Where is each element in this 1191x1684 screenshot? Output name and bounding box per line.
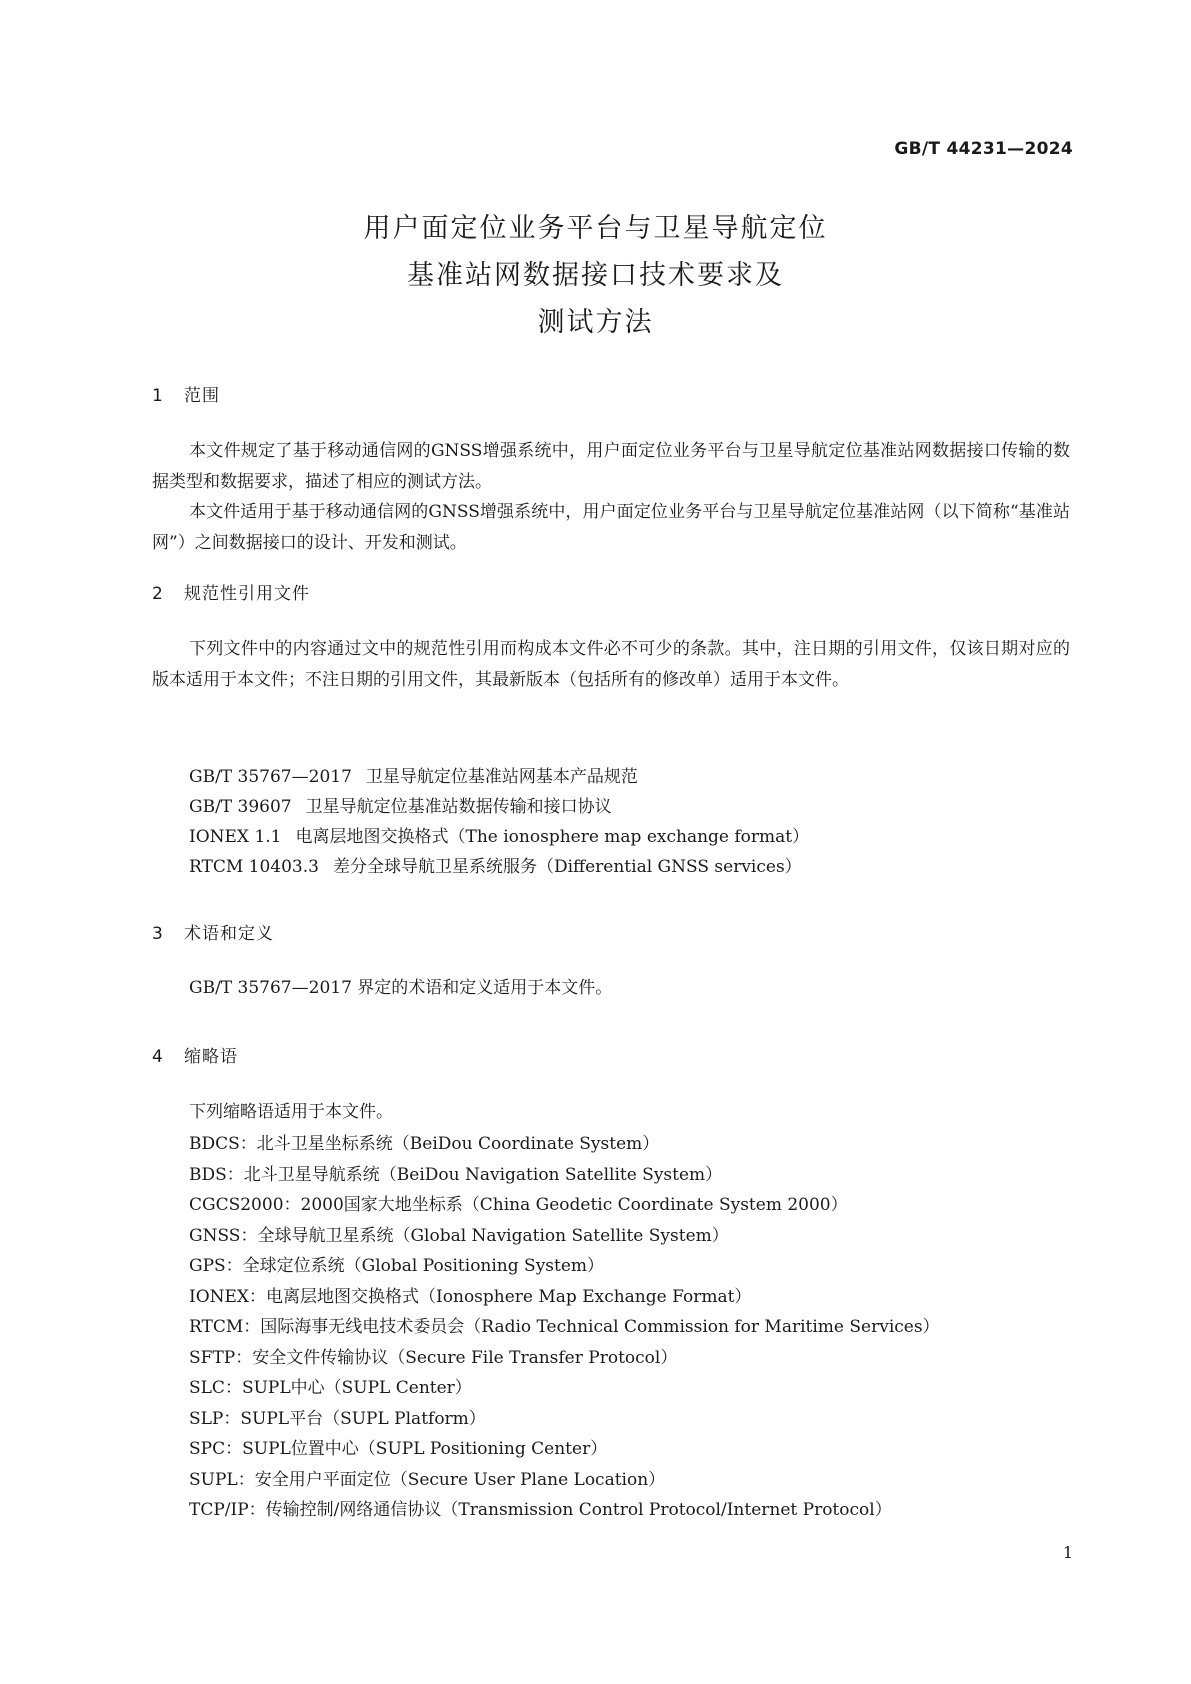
section-title: 术语和定义: [184, 924, 274, 944]
section-number: 4: [152, 1047, 164, 1067]
section-title: 范围: [184, 386, 220, 406]
reference-item: [189, 852, 809, 882]
reference-list: [189, 762, 809, 882]
section-heading-abbreviations: [152, 1042, 238, 1067]
reference-code: RTCM 10403.3: [189, 857, 319, 877]
abbreviation-item: SFTP：安全文件传输协议（Secure File Transfer Protocol）: [189, 1347, 678, 1368]
abbreviation-item: SLC：SUPL中心（SUPL Center）: [189, 1378, 472, 1398]
reference-code: GB/T 35767—2017: [189, 767, 352, 787]
document-title: [0, 205, 1191, 346]
reference-title: 卫星导航定位基准站数据传输和接口协议: [305, 797, 612, 817]
reference-title: 卫星导航定位基准站网基本产品规范: [365, 767, 638, 787]
title-line: 用户面定位业务平台与卫星导航定位: [363, 213, 828, 244]
section-heading-terms-definitions: [152, 919, 274, 944]
abbreviation-item: GPS：全球定位系统（Global Positioning System）: [189, 1256, 605, 1276]
abbreviation-item: CGCS2000：2000国家大地坐标系（China Geodetic Coordinate System 2000）: [189, 1195, 848, 1215]
reference-code: IONEX 1.1: [189, 827, 282, 847]
section-heading-normative-references: [152, 579, 310, 604]
section-number: 3: [152, 924, 164, 944]
title-line: 测试方法: [537, 307, 654, 338]
section-number: 1: [152, 386, 164, 406]
abbreviations-intro: 下列缩略语适用于本文件。: [189, 1102, 393, 1122]
title-line: 基准站网数据接口技术要求及: [407, 260, 784, 291]
abbreviation-item: SPC：SUPL位置中心（SUPL Positioning Center）: [189, 1439, 608, 1459]
abbreviation-item: TCP/IP：传输控制/网络通信协议（Transmission Control Protocol/Internet Protocol）: [189, 1500, 892, 1520]
abbreviation-item: RTCM：国际海事无线电技术委员会（Radio Technical Commission for Maritime Services）: [189, 1317, 940, 1337]
reference-item: [189, 762, 809, 792]
reference-title: 电离层地图交换格式（The ionosphere map exchange format）: [295, 827, 810, 847]
abbreviation-item: GNSS：全球导航卫星系统（Global Navigation Satellite System）: [189, 1225, 729, 1246]
section-title: 缩略语: [184, 1047, 238, 1067]
reference-item: [189, 822, 809, 852]
paragraph: GB/T 35767—2017 界定的术语和定义适用于本文件。: [189, 978, 613, 998]
section-number: 2: [152, 584, 164, 604]
paragraph: 本文件规定了基于移动通信网的GNSS增强系统中，用户面定位业务平台与卫星导航定位基准站网数据接口传输的数据类型和数据要求，描述了相应的测试方法。: [152, 441, 1070, 492]
page-number: 1: [1062, 1543, 1073, 1562]
reference-item: [189, 792, 809, 822]
abbreviation-item: IONEX：电离层地图交换格式（Ionosphere Map Exchange Format）: [189, 1286, 752, 1307]
abbreviation-item: SLP：SUPL平台（SUPL Platform）: [189, 1408, 486, 1429]
reference-code: GB/T 39607: [189, 797, 292, 817]
paragraph: 本文件适用于基于移动通信网的GNSS增强系统中，用户面定位业务平台与卫星导航定位基准站网（以下简称“基准站网”）之间数据接口的设计、开发和测试。: [152, 502, 1070, 553]
abbreviation-item: BDS：北斗卫星导航系统（BeiDou Navigation Satellite System）: [189, 1164, 723, 1185]
abbreviation-item: SUPL：安全用户平面定位（Secure User Plane Location）: [189, 1469, 666, 1490]
abbreviation-item: BDCS：北斗卫星坐标系统（BeiDou Coordinate System）: [189, 1134, 660, 1154]
reference-title: 差分全球导航卫星系统服务（Differential GNSS services）: [332, 857, 802, 877]
section-heading-scope: [152, 381, 220, 406]
section-title: 规范性引用文件: [184, 584, 310, 604]
abbreviation-list: [189, 1129, 940, 1526]
paragraph: 下列文件中的内容通过文中的规范性引用而构成本文件必不可少的条款。其中，注日期的引用文件，仅该日期对应的版本适用于本文件；不注日期的引用文件，其最新版本（包括所有的修改单）适用于本文件。: [152, 639, 1070, 690]
standard-code: GB/T 44231—2024: [894, 139, 1073, 159]
